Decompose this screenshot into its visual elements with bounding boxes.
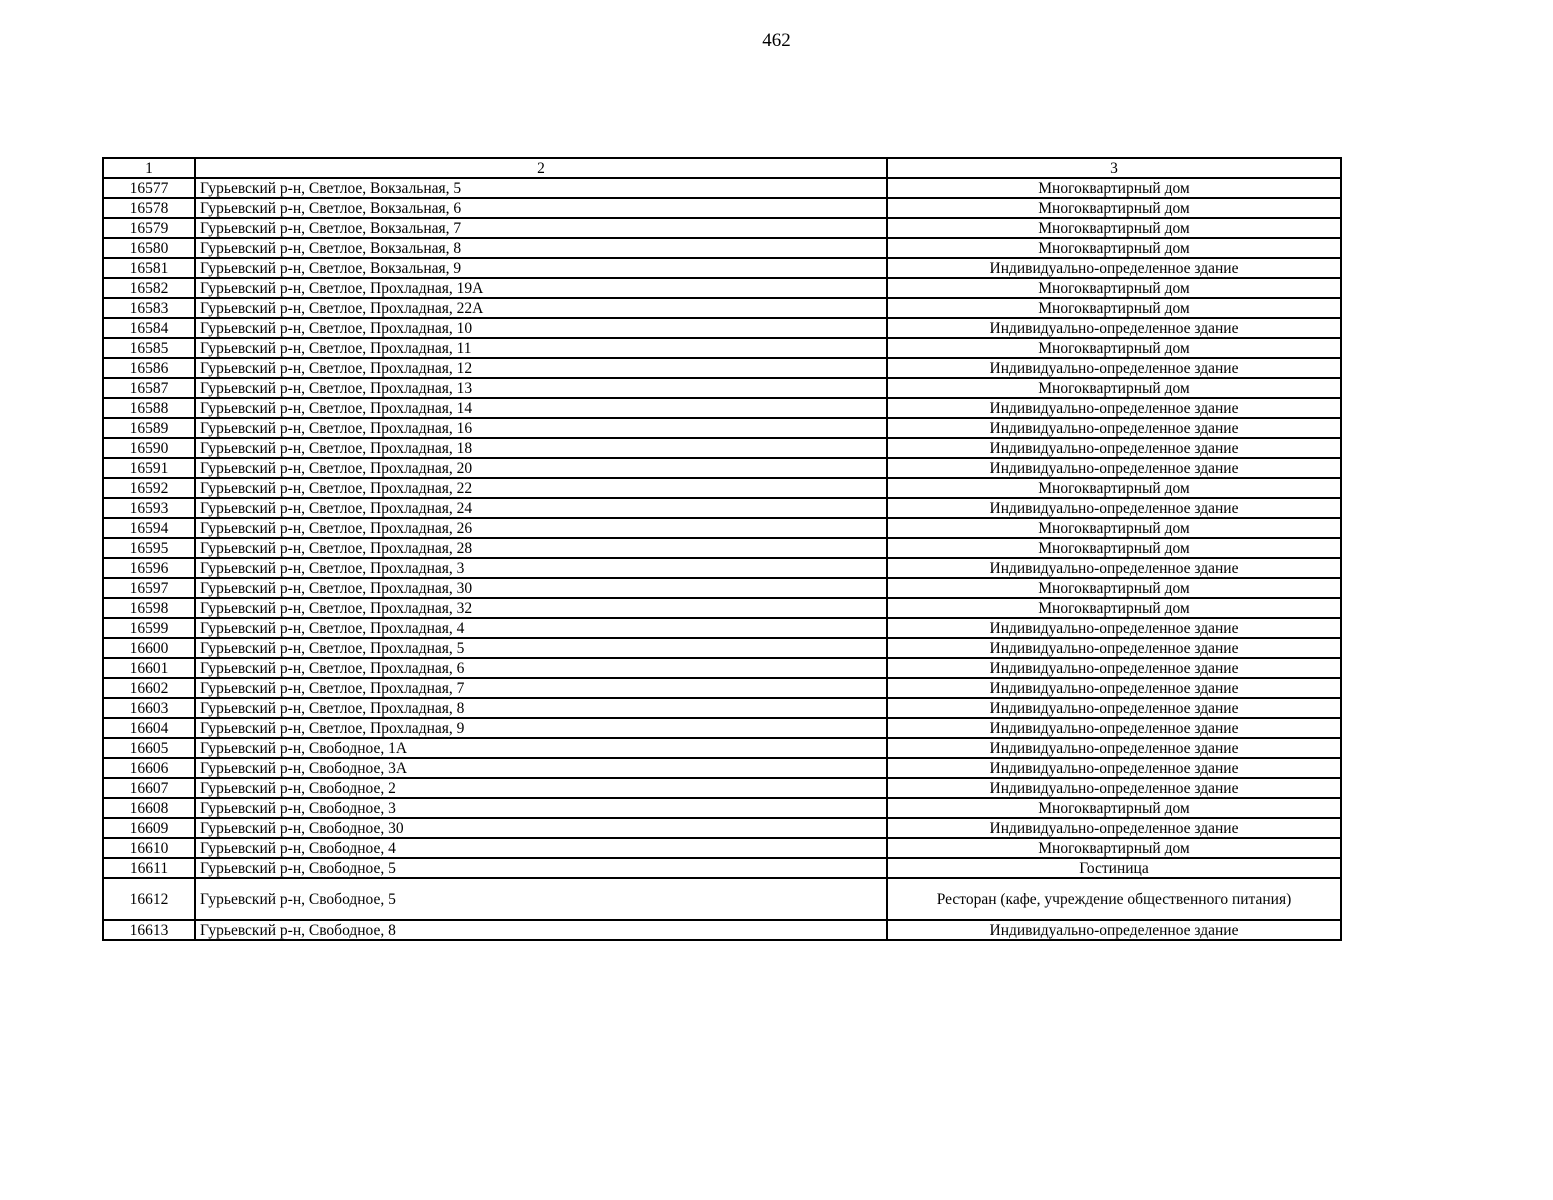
row-address-cell: Гурьевский р-н, Светлое, Вокзальная, 8 (195, 238, 887, 258)
row-address-cell: Гурьевский р-н, Светлое, Прохладная, 22 (195, 478, 887, 498)
table-row (103, 818, 1341, 838)
row-id-cell: 16581 (103, 258, 195, 278)
row-id-cell: 16605 (103, 738, 195, 758)
table-row (103, 558, 1341, 578)
table-row (103, 198, 1341, 218)
row-id-cell: 16613 (103, 920, 195, 940)
row-id-cell: 16578 (103, 198, 195, 218)
table-row (103, 398, 1341, 418)
row-type-cell: Индивидуально-определенное здание (887, 678, 1341, 698)
row-id-cell: 16600 (103, 638, 195, 658)
row-id-cell: 16580 (103, 238, 195, 258)
table-row (103, 858, 1341, 878)
row-type-cell: Многоквартирный дом (887, 518, 1341, 538)
table-row (103, 920, 1341, 940)
row-type-cell: Индивидуально-определенное здание (887, 458, 1341, 478)
row-id-cell: 16586 (103, 358, 195, 378)
table-row (103, 618, 1341, 638)
table-row (103, 658, 1341, 678)
row-address-cell: Гурьевский р-н, Светлое, Прохладная, 7 (195, 678, 887, 698)
row-address-cell: Гурьевский р-н, Свободное, 1А (195, 738, 887, 758)
row-type-cell: Индивидуально-определенное здание (887, 818, 1341, 838)
row-type-cell: Многоквартирный дом (887, 218, 1341, 238)
row-type-cell: Ресторан (кафе, учреждение общественного питания) (887, 878, 1341, 920)
row-id-cell: 16582 (103, 278, 195, 298)
row-address-cell: Гурьевский р-н, Светлое, Прохладная, 16 (195, 418, 887, 438)
row-type-cell: Индивидуально-определенное здание (887, 698, 1341, 718)
table-row (103, 238, 1341, 258)
row-id-cell: 16579 (103, 218, 195, 238)
row-id-cell: 16611 (103, 858, 195, 878)
row-id-cell: 16577 (103, 178, 195, 198)
row-id-cell: 16583 (103, 298, 195, 318)
table-row (103, 458, 1341, 478)
table-row (103, 598, 1341, 618)
row-type-cell: Индивидуально-определенное здание (887, 498, 1341, 518)
row-address-cell: Гурьевский р-н, Светлое, Вокзальная, 6 (195, 198, 887, 218)
row-id-cell: 16609 (103, 818, 195, 838)
header-col-1: 1 (103, 158, 195, 178)
table-row (103, 178, 1341, 198)
table-row (103, 738, 1341, 758)
row-address-cell: Гурьевский р-н, Светлое, Прохладная, 30 (195, 578, 887, 598)
table-row (103, 678, 1341, 698)
row-type-cell: Многоквартирный дом (887, 298, 1341, 318)
table-row (103, 338, 1341, 358)
row-address-cell: Гурьевский р-н, Светлое, Прохладная, 20 (195, 458, 887, 478)
table-row (103, 298, 1341, 318)
row-address-cell: Гурьевский р-н, Светлое, Прохладная, 13 (195, 378, 887, 398)
row-id-cell: 16604 (103, 718, 195, 738)
row-address-cell: Гурьевский р-н, Светлое, Вокзальная, 9 (195, 258, 887, 278)
row-id-cell: 16596 (103, 558, 195, 578)
row-id-cell: 16610 (103, 838, 195, 858)
table-row (103, 718, 1341, 738)
row-type-cell: Многоквартирный дом (887, 338, 1341, 358)
row-id-cell: 16597 (103, 578, 195, 598)
table-row (103, 218, 1341, 238)
row-type-cell: Многоквартирный дом (887, 598, 1341, 618)
header-col-2: 2 (195, 158, 887, 178)
table-body (103, 178, 1341, 940)
row-type-cell: Индивидуально-определенное здание (887, 658, 1341, 678)
row-type-cell: Многоквартирный дом (887, 278, 1341, 298)
table-row (103, 418, 1341, 438)
row-address-cell: Гурьевский р-н, Светлое, Прохладная, 24 (195, 498, 887, 518)
row-address-cell: Гурьевский р-н, Светлое, Прохладная, 14 (195, 398, 887, 418)
row-id-cell: 16595 (103, 538, 195, 558)
row-id-cell: 16612 (103, 878, 195, 920)
row-id-cell: 16603 (103, 698, 195, 718)
row-id-cell: 16587 (103, 378, 195, 398)
row-address-cell: Гурьевский р-н, Светлое, Прохладная, 3 (195, 558, 887, 578)
row-id-cell: 16606 (103, 758, 195, 778)
table-row (103, 838, 1341, 858)
row-address-cell: Гурьевский р-н, Светлое, Прохладная, 19А (195, 278, 887, 298)
row-id-cell: 16607 (103, 778, 195, 798)
row-address-cell: Гурьевский р-н, Свободное, 2 (195, 778, 887, 798)
table-row (103, 758, 1341, 778)
row-address-cell: Гурьевский р-н, Свободное, 5 (195, 858, 887, 878)
row-address-cell: Гурьевский р-н, Свободное, 8 (195, 920, 887, 940)
row-id-cell: 16584 (103, 318, 195, 338)
row-type-cell: Индивидуально-определенное здание (887, 920, 1341, 940)
row-type-cell: Индивидуально-определенное здание (887, 718, 1341, 738)
row-address-cell: Гурьевский р-н, Светлое, Прохладная, 22А (195, 298, 887, 318)
table-row (103, 498, 1341, 518)
row-id-cell: 16599 (103, 618, 195, 638)
row-type-cell: Индивидуально-определенное здание (887, 638, 1341, 658)
row-type-cell: Многоквартирный дом (887, 198, 1341, 218)
row-type-cell: Многоквартирный дом (887, 378, 1341, 398)
row-address-cell: Гурьевский р-н, Светлое, Прохладная, 28 (195, 538, 887, 558)
table-row (103, 318, 1341, 338)
row-address-cell: Гурьевский р-н, Светлое, Прохладная, 4 (195, 618, 887, 638)
row-address-cell: Гурьевский р-н, Светлое, Прохладная, 9 (195, 718, 887, 738)
row-address-cell: Гурьевский р-н, Светлое, Прохладная, 10 (195, 318, 887, 338)
table-header (103, 158, 1341, 178)
registry-table (102, 157, 1342, 941)
row-type-cell: Индивидуально-определенное здание (887, 358, 1341, 378)
table-row (103, 378, 1341, 398)
row-id-cell: 16588 (103, 398, 195, 418)
row-type-cell: Многоквартирный дом (887, 578, 1341, 598)
row-type-cell: Индивидуально-определенное здание (887, 758, 1341, 778)
row-id-cell: 16592 (103, 478, 195, 498)
header-col-3: 3 (887, 158, 1341, 178)
row-address-cell: Гурьевский р-н, Светлое, Прохладная, 5 (195, 638, 887, 658)
row-type-cell: Индивидуально-определенное здание (887, 398, 1341, 418)
table-row (103, 478, 1341, 498)
row-id-cell: 16608 (103, 798, 195, 818)
row-address-cell: Гурьевский р-н, Свободное, 5 (195, 878, 887, 920)
row-id-cell: 16602 (103, 678, 195, 698)
row-type-cell: Индивидуально-определенное здание (887, 318, 1341, 338)
row-address-cell: Гурьевский р-н, Светлое, Прохладная, 32 (195, 598, 887, 618)
row-type-cell: Индивидуально-определенное здание (887, 738, 1341, 758)
table-row (103, 358, 1341, 378)
table-row (103, 778, 1341, 798)
row-address-cell: Гурьевский р-н, Светлое, Вокзальная, 7 (195, 218, 887, 238)
table-row (103, 878, 1341, 920)
table-row (103, 258, 1341, 278)
row-type-cell: Индивидуально-определенное здание (887, 558, 1341, 578)
table-row (103, 438, 1341, 458)
row-type-cell: Многоквартирный дом (887, 178, 1341, 198)
row-address-cell: Гурьевский р-н, Свободное, 3 (195, 798, 887, 818)
row-type-cell: Многоквартирный дом (887, 238, 1341, 258)
table-row (103, 538, 1341, 558)
row-address-cell: Гурьевский р-н, Светлое, Прохладная, 26 (195, 518, 887, 538)
row-address-cell: Гурьевский р-н, Светлое, Прохладная, 18 (195, 438, 887, 458)
row-address-cell: Гурьевский р-н, Светлое, Прохладная, 12 (195, 358, 887, 378)
row-id-cell: 16598 (103, 598, 195, 618)
row-type-cell: Индивидуально-определенное здание (887, 438, 1341, 458)
table-row (103, 698, 1341, 718)
row-id-cell: 16594 (103, 518, 195, 538)
row-address-cell: Гурьевский р-н, Светлое, Прохладная, 11 (195, 338, 887, 358)
table-row (103, 518, 1341, 538)
row-address-cell: Гурьевский р-н, Светлое, Вокзальная, 5 (195, 178, 887, 198)
row-id-cell: 16589 (103, 418, 195, 438)
row-id-cell: 16601 (103, 658, 195, 678)
row-address-cell: Гурьевский р-н, Свободное, 3А (195, 758, 887, 778)
table-row (103, 578, 1341, 598)
row-id-cell: 16585 (103, 338, 195, 358)
row-type-cell: Многоквартирный дом (887, 798, 1341, 818)
row-type-cell: Многоквартирный дом (887, 478, 1341, 498)
row-type-cell: Индивидуально-определенное здание (887, 258, 1341, 278)
row-type-cell: Многоквартирный дом (887, 538, 1341, 558)
table-row (103, 278, 1341, 298)
row-id-cell: 16593 (103, 498, 195, 518)
row-address-cell: Гурьевский р-н, Свободное, 30 (195, 818, 887, 838)
row-type-cell: Гостиница (887, 858, 1341, 878)
row-id-cell: 16591 (103, 458, 195, 478)
table-row (103, 798, 1341, 818)
row-address-cell: Гурьевский р-н, Свободное, 4 (195, 838, 887, 858)
row-type-cell: Многоквартирный дом (887, 838, 1341, 858)
page-number: 462 (762, 30, 791, 51)
row-address-cell: Гурьевский р-н, Светлое, Прохладная, 8 (195, 698, 887, 718)
row-type-cell: Индивидуально-определенное здание (887, 418, 1341, 438)
row-address-cell: Гурьевский р-н, Светлое, Прохладная, 6 (195, 658, 887, 678)
header-row (103, 158, 1341, 178)
row-type-cell: Индивидуально-определенное здание (887, 618, 1341, 638)
table-row (103, 638, 1341, 658)
row-type-cell: Индивидуально-определенное здание (887, 778, 1341, 798)
row-id-cell: 16590 (103, 438, 195, 458)
